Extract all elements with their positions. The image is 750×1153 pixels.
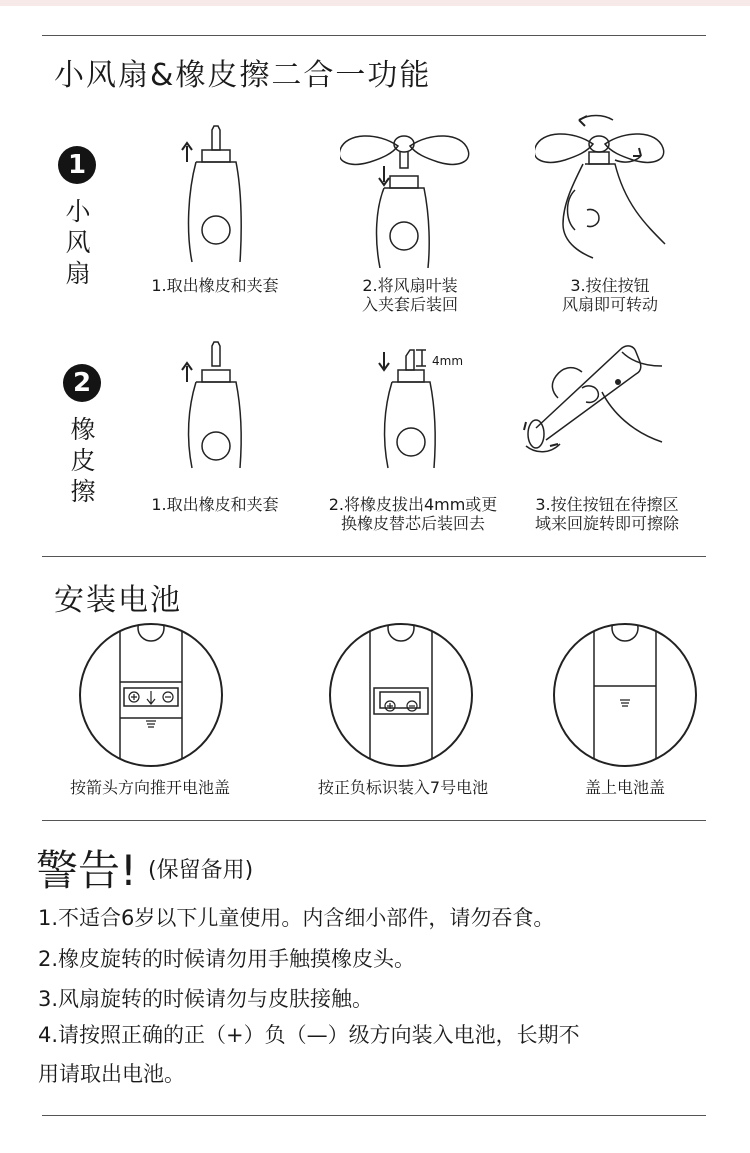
section-title-battery: 安装电池 — [54, 583, 182, 618]
eraser-vertical-label: 橡 皮 擦 — [70, 415, 96, 506]
eraser-step1-caption: 1.取出橡皮和夹套 — [151, 495, 279, 514]
fan-vertical-label: 小 风 扇 — [65, 197, 91, 288]
section-title-function: 小风扇&橡皮擦二合一功能 — [54, 58, 432, 93]
step-number-1-badge: 1 — [58, 146, 96, 184]
fan-step2-caption: 2.将风扇叶装 入夹套后装回 — [361, 276, 458, 314]
warning-line-3: 3.风扇旋转的时候请勿与皮肤接触。 — [38, 987, 374, 1011]
divider — [42, 556, 706, 557]
warning-line-5: 用请取出电池。 — [38, 1062, 185, 1086]
eraser-step2-caption: 2.将橡皮拔出4mm或更 换橡皮替芯后装回去 — [328, 495, 498, 533]
divider — [42, 1115, 706, 1116]
top-accent-bar — [0, 0, 750, 6]
battery-step2-caption: 按正负标识装入7号电池 — [317, 778, 489, 797]
warning-subtitle: (保留备用) — [148, 858, 254, 883]
fan-step1-illustration — [170, 118, 260, 268]
warning-line-4: 4.请按照正确的正（+）负（—）级方向装入电池，长期不 — [38, 1023, 580, 1047]
divider — [42, 35, 706, 36]
battery-step3-illustration — [552, 622, 698, 768]
eraser-step3-illustration — [522, 322, 672, 472]
battery-step3-caption: 盖上电池盖 — [584, 778, 665, 797]
warning-line-1: 1.不适合6岁以下儿童使用。内含细小部件，请勿吞食。 — [38, 906, 555, 930]
fan-step2-illustration — [340, 118, 470, 268]
divider — [42, 820, 706, 821]
eraser-step1-illustration — [170, 336, 260, 476]
fan-step3-illustration — [535, 110, 675, 260]
eraser-step3-caption: 3.按住按钮在待擦区 域来回旋转即可擦除 — [534, 495, 679, 533]
fan-step3-caption: 3.按住按钮 风扇即可转动 — [561, 276, 658, 314]
battery-step1-caption: 按箭头方向推开电池盖 — [69, 778, 230, 797]
step-number-2-badge: 2 — [63, 364, 101, 402]
fan-step1-caption: 1.取出橡皮和夹套 — [151, 276, 279, 295]
warning-line-2: 2.橡皮旋转的时候请勿用手触摸橡皮头。 — [38, 947, 416, 971]
battery-step1-illustration — [78, 622, 224, 768]
battery-step2-illustration — [328, 622, 474, 768]
warning-title: 警告! — [36, 846, 137, 895]
eraser-measure-label: 4mm — [432, 354, 464, 368]
